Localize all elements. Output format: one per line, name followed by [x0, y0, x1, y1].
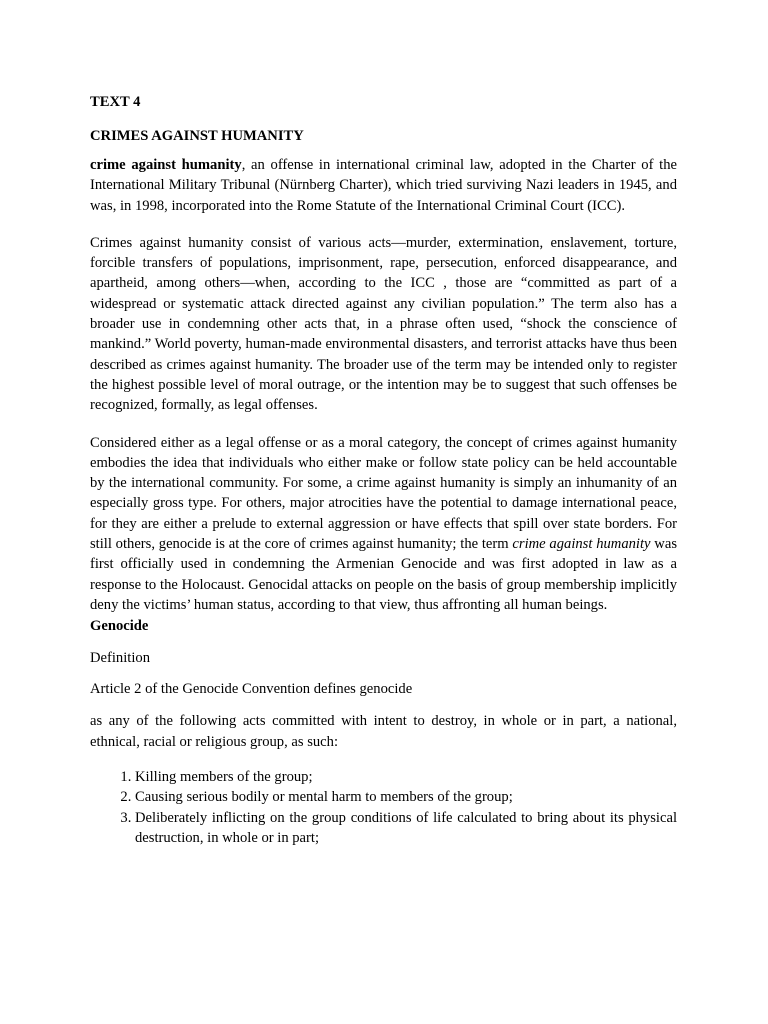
paragraph-definition-text: , an offense in international criminal law, adopted in the Charter of the International Military Tribunal (Nürnberg Charter), which tried surviving Nazi leaders in 1945, and was, in 1998, incorporated into the Rome Statute of the International Criminal Court (ICC).: [90, 157, 677, 214]
definition-intro: as any of the following acts committed with intent to destroy, in whole or in part, a national, ethnical, racial or religious group, as such:: [90, 713, 677, 750]
paragraph-acts: Crimes against humanity consist of various acts—murder, extermination, enslavement, torture, forcible transfers of populations, imprisonment, rape, persecution, enforced disappearance, and apartheid, among others—when, according to the ICC , those are “committed as part of a widespread or systematic attack directed against any civilian population.” The term also has a broader use in condemning other acts that, in a phrase often used, “shock the conscience of mankind.” World poverty, human-made environmental disasters, and terrorist attacks have thus been described as crimes against humanity. The broader use of the term may be intended only to register the highest possible level of moral outrage, or the intention may be to suggest that such offenses be recognized, formally, as legal offenses.: [90, 234, 677, 414]
italic-term: crime against humanity: [512, 536, 651, 553]
text-label: TEXT 4: [90, 94, 141, 110]
article-line: Article 2 of the Genocide Convention defines genocide: [90, 681, 413, 698]
paragraph-definition: [90, 155, 677, 216]
document-body: [90, 92, 677, 849]
list-item: 1. Killing members of the group;: [135, 767, 677, 788]
subheading-definition: Definition: [90, 650, 150, 667]
defined-term: crime against humanity: [90, 157, 242, 173]
section-heading-genocide: Genocide: [90, 618, 149, 635]
list-item: 2. Causing serious bodily or mental harm to members of the group;: [135, 787, 677, 808]
paragraph-concept-text-after: was first officially used in condemning the Armenian Genocide and was first adopted in law as a response to the Holocaust. Genocidal attacks on people on the basis of group membership implicitly deny the victims’ human status, according to that view, thus affronting all human beings.: [90, 536, 677, 613]
acts-list: [90, 767, 677, 849]
list-item: 3. Deliberately inflicting on the group conditions of life calculated to bring about its physical destruction, in whole or in part;: [135, 808, 677, 849]
document-title: CRIMES AGAINST HUMANITY: [90, 128, 304, 144]
paragraph-concept: [90, 433, 677, 616]
paragraph-concept-text-before: Considered either as a legal offense or as a moral category, the concept of crimes against humanity embodies the idea that individuals who either make or follow state policy can be held accountable by the international community. For some, a crime against humanity is simply an inhumanity of an especially gross type. For others, major atrocities have the potential to damage international peace, for they are either a prelude to external aggression or have effects that spill over state borders. For still others, genocide is at the core of crimes against humanity; the term: [90, 434, 677, 553]
